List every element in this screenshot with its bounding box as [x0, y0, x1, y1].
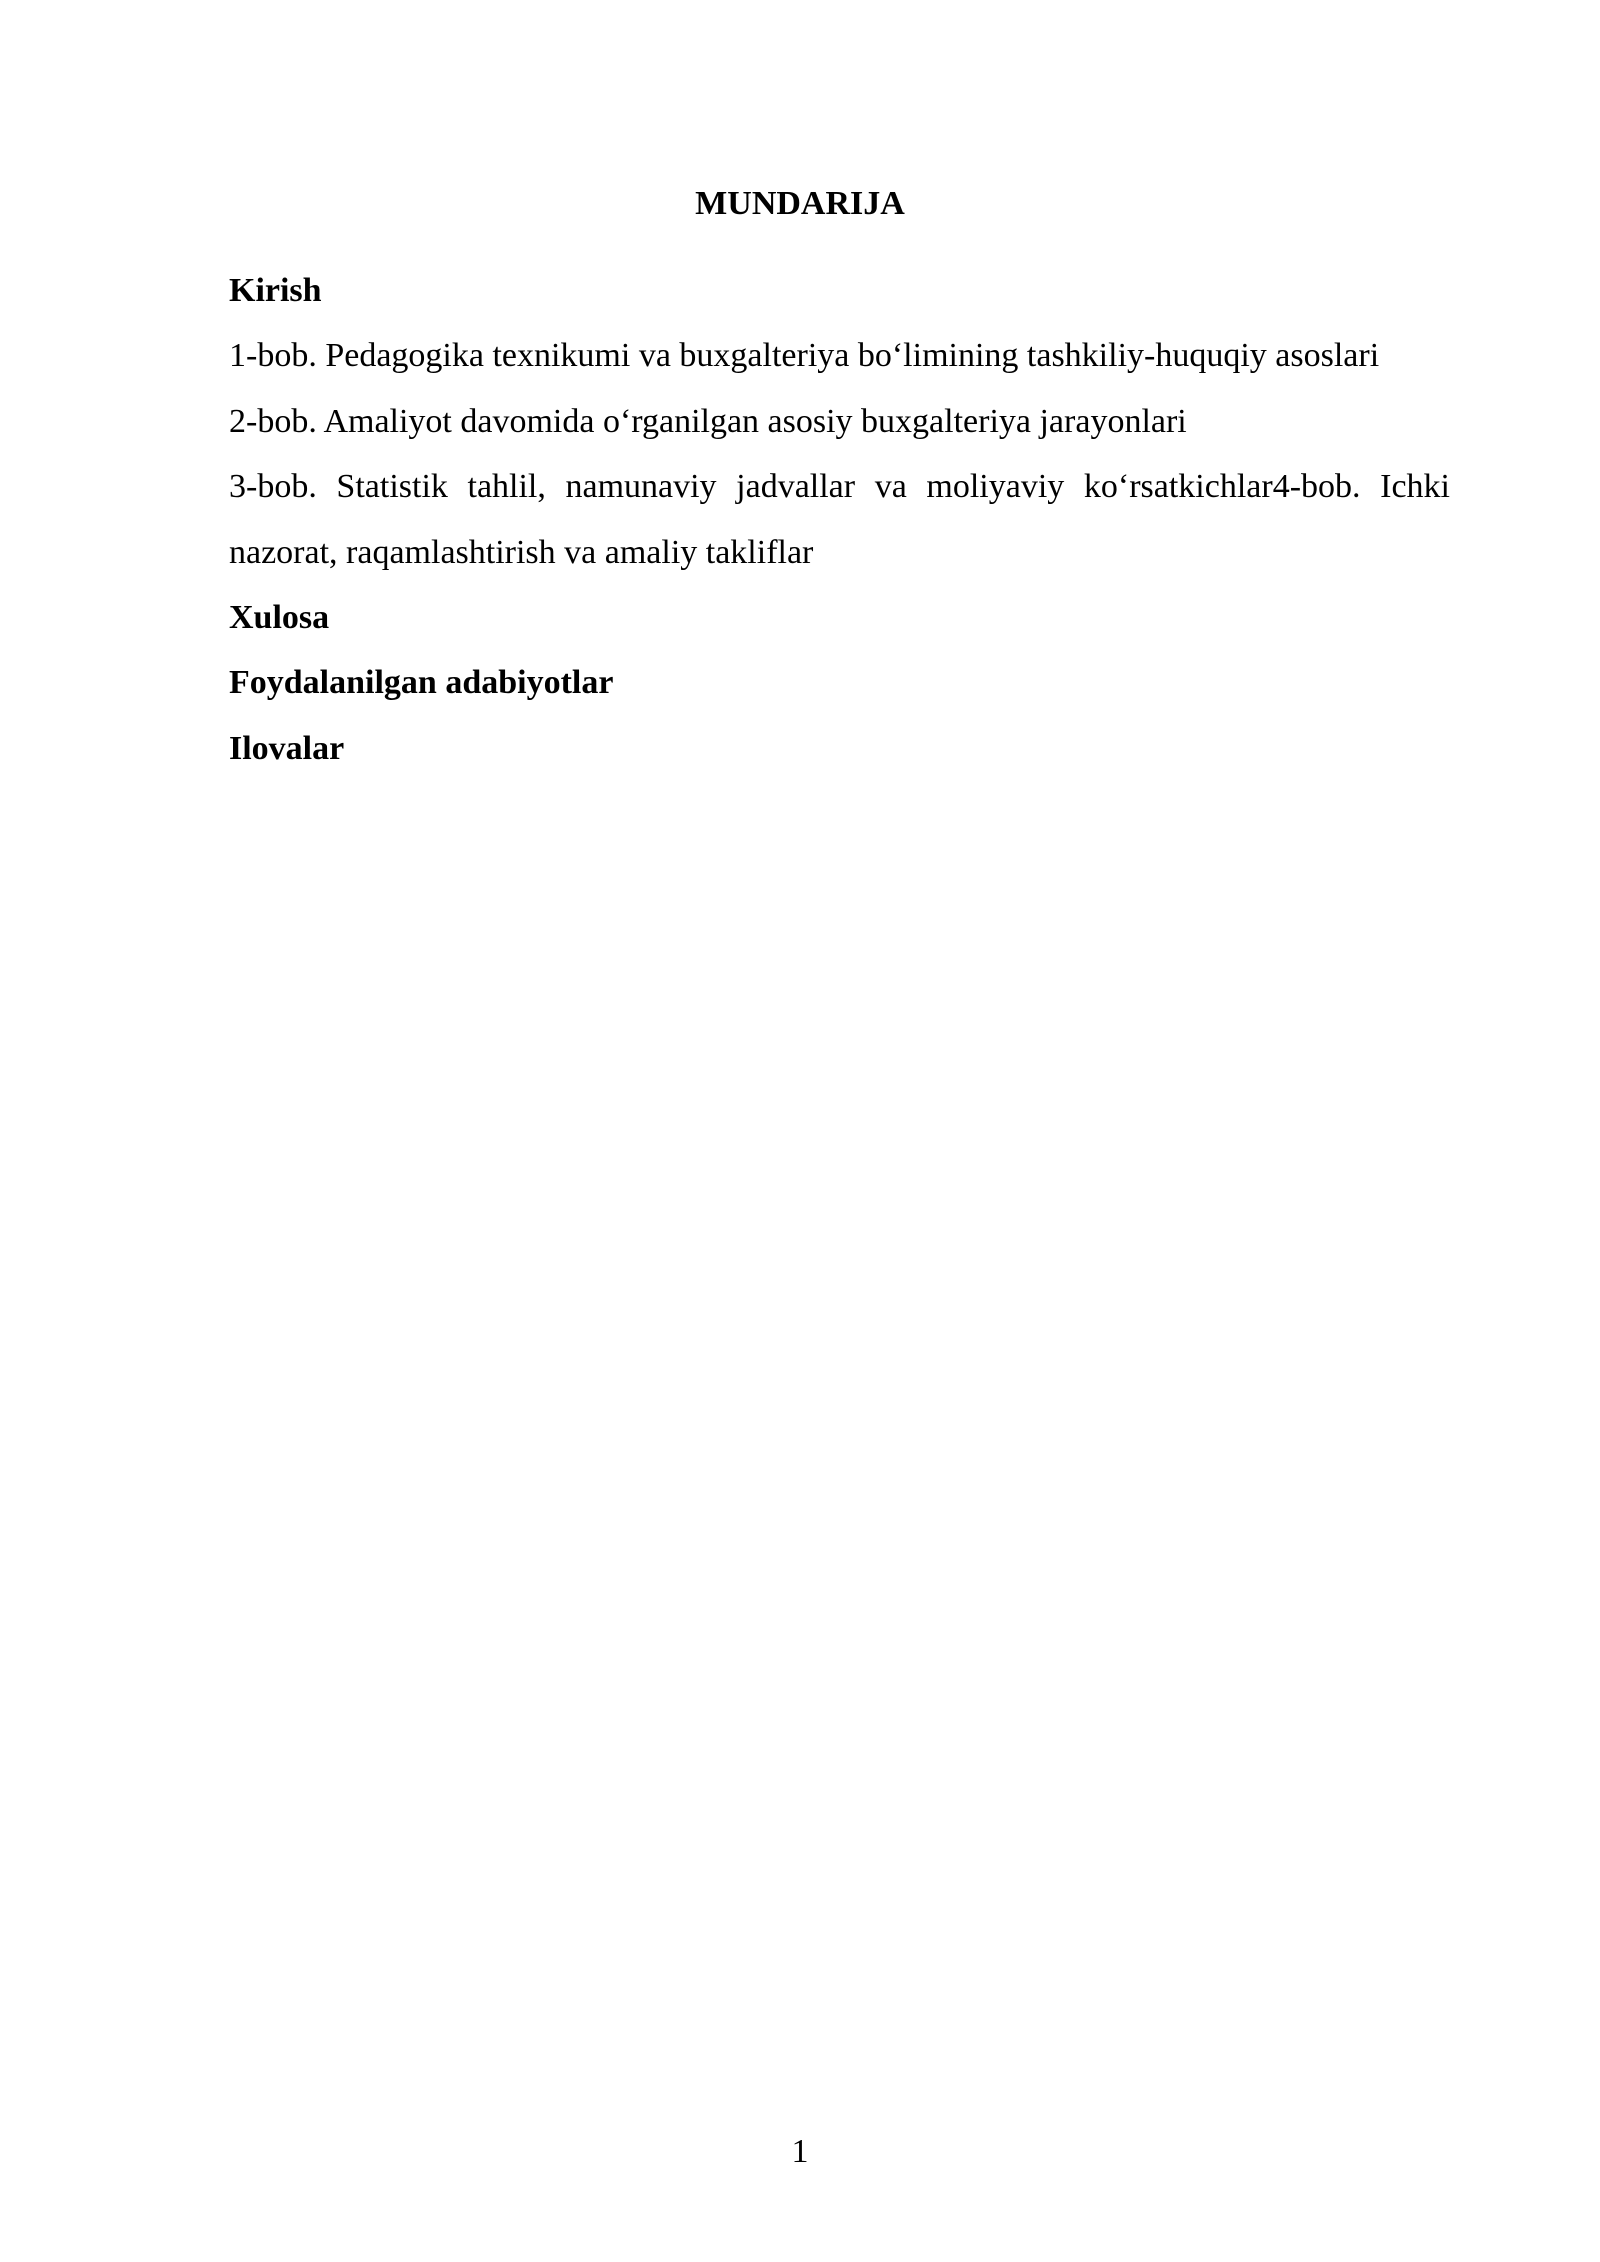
page-title: MUNDARIJA — [695, 185, 905, 222]
table-of-contents — [229, 258, 1450, 781]
toc-entry-appendices: Ilovalar — [229, 729, 345, 767]
toc-entry-references: Foydalanilgan adabiyotlar — [229, 664, 614, 702]
toc-entry-chapter-1: 1-bob. Pedagogika texnikumi va buxgalteriya bo‘limining tashkiliy-huquqiy asoslari — [229, 337, 1380, 375]
toc-entry-chapter-2: 2-bob. Amaliyot davomida o‘rganilgan asosiy buxgalteriya jarayonlari — [229, 402, 1187, 440]
toc-entry-chapter-3-4: 3-bob. Statistik tahlil, namunaviy jadvallar va moliyaviy ko‘rsatkichlar4-bob. Ichki nazorat, raqamlashtirish va amaliy takliflar — [229, 468, 1450, 571]
toc-entry-conclusion: Xulosa — [229, 599, 330, 637]
page-number: 1 — [791, 2133, 809, 2170]
toc-entry-introduction: Kirish — [229, 272, 322, 309]
